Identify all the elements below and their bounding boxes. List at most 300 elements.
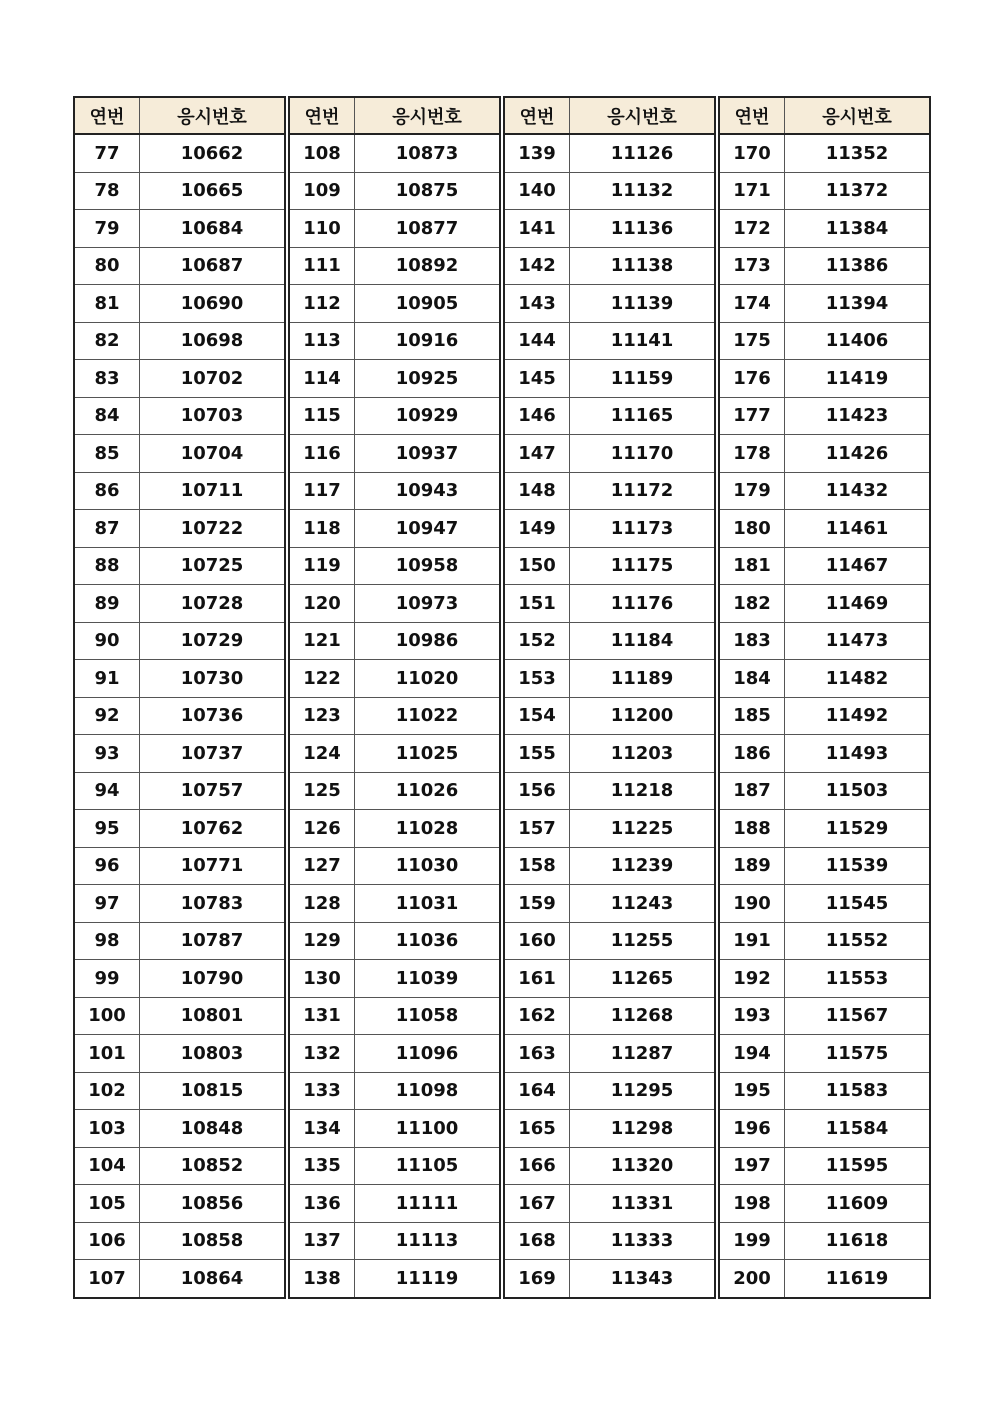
table-row — [74, 510, 285, 548]
exam-number-cell: 11113 — [355, 1222, 501, 1260]
table-row — [289, 622, 500, 660]
seq-number-cell: 98 — [74, 922, 140, 960]
seq-number-cell: 175 — [719, 322, 785, 360]
exam-number-cell: 11138 — [570, 247, 716, 285]
seq-number-cell: 188 — [719, 810, 785, 848]
exam-number-cell: 11175 — [570, 547, 716, 585]
exam-number-cell: 11141 — [570, 322, 716, 360]
table-header-row — [504, 97, 715, 134]
exam-number-cell: 10916 — [355, 322, 501, 360]
seq-number-cell: 95 — [74, 810, 140, 848]
table-row — [719, 210, 930, 248]
seq-number-cell: 135 — [289, 1147, 355, 1185]
table-header-row — [289, 97, 500, 134]
exam-number-cell: 10803 — [140, 1035, 286, 1073]
exam-number-cell: 10711 — [140, 472, 286, 510]
table-row — [289, 435, 500, 473]
seq-number-cell: 196 — [719, 1110, 785, 1148]
seq-column-header: 연번 — [289, 97, 355, 134]
table-row — [74, 1260, 285, 1298]
seq-number-cell: 167 — [504, 1185, 570, 1223]
seq-number-cell: 143 — [504, 285, 570, 323]
exam-number-cell: 11609 — [785, 1185, 931, 1223]
seq-number-cell: 118 — [289, 510, 355, 548]
seq-number-cell: 122 — [289, 660, 355, 698]
seq-number-cell: 191 — [719, 922, 785, 960]
table-row — [74, 847, 285, 885]
exam-number-cell: 10852 — [140, 1147, 286, 1185]
exam-number-cell: 11111 — [355, 1185, 501, 1223]
table-row — [289, 172, 500, 210]
exam-number-cell: 11384 — [785, 210, 931, 248]
seq-number-cell: 160 — [504, 922, 570, 960]
seq-number-cell: 199 — [719, 1222, 785, 1260]
seq-number-cell: 165 — [504, 1110, 570, 1148]
table-row — [289, 847, 500, 885]
seq-number-cell: 91 — [74, 660, 140, 698]
exam-number-cell: 11493 — [785, 735, 931, 773]
table-row — [289, 697, 500, 735]
seq-number-cell: 159 — [504, 885, 570, 923]
exam-number-cell: 10762 — [140, 810, 286, 848]
table-row — [719, 772, 930, 810]
seq-number-cell: 99 — [74, 960, 140, 998]
exam-number-cell: 11239 — [570, 847, 716, 885]
seq-number-cell: 190 — [719, 885, 785, 923]
seq-number-cell: 126 — [289, 810, 355, 848]
table-row — [719, 1072, 930, 1110]
exam-number-cell: 10947 — [355, 510, 501, 548]
exam-number-cell: 10815 — [140, 1072, 286, 1110]
exam-number-cell: 11595 — [785, 1147, 931, 1185]
table-row — [719, 1260, 930, 1298]
seq-number-cell: 130 — [289, 960, 355, 998]
seq-number-cell: 184 — [719, 660, 785, 698]
exam-number-cell: 11295 — [570, 1072, 716, 1110]
exam-number-cell: 11298 — [570, 1110, 716, 1148]
table-row — [719, 322, 930, 360]
seq-number-cell: 114 — [289, 360, 355, 398]
table-row — [719, 585, 930, 623]
exam-number-cell: 11020 — [355, 660, 501, 698]
seq-number-cell: 182 — [719, 585, 785, 623]
exam-number-cell: 11139 — [570, 285, 716, 323]
exam-number-cell: 11552 — [785, 922, 931, 960]
table-row — [74, 172, 285, 210]
seq-number-cell: 105 — [74, 1185, 140, 1223]
table-row — [719, 472, 930, 510]
exam-number-cell: 10690 — [140, 285, 286, 323]
seq-number-cell: 174 — [719, 285, 785, 323]
table-row — [504, 885, 715, 923]
exam-number-cell: 11467 — [785, 547, 931, 585]
exam-number-cell: 10665 — [140, 172, 286, 210]
exam-number-cell: 11159 — [570, 360, 716, 398]
seq-number-cell: 176 — [719, 360, 785, 398]
table-row — [289, 997, 500, 1035]
table-row — [719, 1147, 930, 1185]
table-row — [719, 547, 930, 585]
table-row — [74, 134, 285, 172]
seq-number-cell: 119 — [289, 547, 355, 585]
table-row — [74, 397, 285, 435]
table-row — [504, 847, 715, 885]
seq-number-cell: 179 — [719, 472, 785, 510]
exam-number-cell: 10858 — [140, 1222, 286, 1260]
table-row — [719, 1222, 930, 1260]
table-row — [74, 547, 285, 585]
table-row — [719, 885, 930, 923]
exam-number-cell: 10937 — [355, 435, 501, 473]
table-row — [74, 660, 285, 698]
exam-number-cell: 11028 — [355, 810, 501, 848]
exam-number-cell: 11036 — [355, 922, 501, 960]
table-header-row — [74, 97, 285, 134]
exam-number-cell: 11320 — [570, 1147, 716, 1185]
exam-number-cell: 11553 — [785, 960, 931, 998]
table-row — [289, 922, 500, 960]
table-row — [504, 697, 715, 735]
table-row — [504, 134, 715, 172]
table-row — [74, 472, 285, 510]
table-row — [719, 172, 930, 210]
table-row — [74, 322, 285, 360]
table-row — [504, 997, 715, 1035]
seq-number-cell: 104 — [74, 1147, 140, 1185]
exam-number-cell: 10925 — [355, 360, 501, 398]
seq-number-cell: 145 — [504, 360, 570, 398]
table-row — [504, 1035, 715, 1073]
table-row — [289, 660, 500, 698]
table-row — [289, 1110, 500, 1148]
table-row — [504, 435, 715, 473]
seq-number-cell: 150 — [504, 547, 570, 585]
table-row — [74, 1185, 285, 1223]
seq-number-cell: 78 — [74, 172, 140, 210]
seq-number-cell: 107 — [74, 1260, 140, 1298]
table-row — [719, 622, 930, 660]
seq-number-cell: 121 — [289, 622, 355, 660]
exam-number-list — [73, 96, 931, 1299]
exam-number-cell: 11469 — [785, 585, 931, 623]
exam-number-cell: 10958 — [355, 547, 501, 585]
seq-number-cell: 113 — [289, 322, 355, 360]
seq-number-cell: 172 — [719, 210, 785, 248]
seq-number-cell: 103 — [74, 1110, 140, 1148]
seq-number-cell: 89 — [74, 585, 140, 623]
exam-number-cell: 10848 — [140, 1110, 286, 1148]
exam-number-cell: 10892 — [355, 247, 501, 285]
table-row — [289, 547, 500, 585]
exam-number-cell: 11172 — [570, 472, 716, 510]
seq-number-cell: 117 — [289, 472, 355, 510]
exam-number-cell: 10703 — [140, 397, 286, 435]
seq-number-cell: 152 — [504, 622, 570, 660]
seq-number-cell: 96 — [74, 847, 140, 885]
exam-number-cell: 11333 — [570, 1222, 716, 1260]
seq-number-cell: 134 — [289, 1110, 355, 1148]
seq-number-cell: 129 — [289, 922, 355, 960]
seq-number-cell: 131 — [289, 997, 355, 1035]
table-row — [719, 1185, 930, 1223]
table-row — [74, 435, 285, 473]
seq-number-cell: 128 — [289, 885, 355, 923]
seq-number-cell: 170 — [719, 134, 785, 172]
table-row — [504, 397, 715, 435]
seq-number-cell: 185 — [719, 697, 785, 735]
exam-number-cell: 11039 — [355, 960, 501, 998]
exam-number-cell: 11026 — [355, 772, 501, 810]
table-row — [289, 1072, 500, 1110]
exam-number-cell: 10864 — [140, 1260, 286, 1298]
exam-number-cell: 11176 — [570, 585, 716, 623]
table-row — [504, 585, 715, 623]
table-row — [74, 1222, 285, 1260]
exam-number-cell: 11583 — [785, 1072, 931, 1110]
table-row — [719, 697, 930, 735]
exam-number-cell: 11406 — [785, 322, 931, 360]
exam-number-cell: 10702 — [140, 360, 286, 398]
seq-number-cell: 111 — [289, 247, 355, 285]
exam-number-cell: 11126 — [570, 134, 716, 172]
exam-number-column-header: 응시번호 — [355, 97, 501, 134]
table-row — [289, 960, 500, 998]
table-row — [719, 810, 930, 848]
exam-number-cell: 11030 — [355, 847, 501, 885]
exam-number-cell: 10801 — [140, 997, 286, 1035]
seq-number-cell: 136 — [289, 1185, 355, 1223]
table-row — [719, 510, 930, 548]
table-row — [74, 360, 285, 398]
seq-number-cell: 139 — [504, 134, 570, 172]
seq-number-cell: 92 — [74, 697, 140, 735]
seq-number-cell: 82 — [74, 322, 140, 360]
seq-number-cell: 149 — [504, 510, 570, 548]
exam-number-cell: 11225 — [570, 810, 716, 848]
exam-number-cell: 10729 — [140, 622, 286, 660]
table-row — [74, 997, 285, 1035]
exam-number-cell: 10722 — [140, 510, 286, 548]
seq-number-cell: 180 — [719, 510, 785, 548]
exam-number-cell: 11503 — [785, 772, 931, 810]
exam-number-cell: 10684 — [140, 210, 286, 248]
seq-number-cell: 85 — [74, 435, 140, 473]
table-row — [504, 360, 715, 398]
table-row — [289, 1035, 500, 1073]
seq-number-cell: 157 — [504, 810, 570, 848]
exam-number-cell: 11218 — [570, 772, 716, 810]
seq-number-cell: 115 — [289, 397, 355, 435]
table-row — [719, 134, 930, 172]
seq-number-cell: 125 — [289, 772, 355, 810]
exam-number-cell: 10929 — [355, 397, 501, 435]
exam-number-cell: 11386 — [785, 247, 931, 285]
table-row — [289, 885, 500, 923]
exam-number-cell: 10730 — [140, 660, 286, 698]
exam-number-cell: 11200 — [570, 697, 716, 735]
table-row — [719, 247, 930, 285]
table-row — [289, 1222, 500, 1260]
table-row — [289, 1185, 500, 1223]
table-row — [289, 247, 500, 285]
seq-number-cell: 162 — [504, 997, 570, 1035]
seq-number-cell: 168 — [504, 1222, 570, 1260]
seq-number-cell: 194 — [719, 1035, 785, 1073]
seq-number-cell: 123 — [289, 697, 355, 735]
table-row — [74, 247, 285, 285]
table-row — [504, 322, 715, 360]
seq-number-cell: 156 — [504, 772, 570, 810]
exam-number-cell: 10790 — [140, 960, 286, 998]
seq-number-cell: 120 — [289, 585, 355, 623]
table-row — [289, 735, 500, 773]
table-row — [504, 810, 715, 848]
table-row — [719, 1035, 930, 1073]
exam-number-cell: 11492 — [785, 697, 931, 735]
table-row — [719, 285, 930, 323]
table-row — [719, 960, 930, 998]
table-row — [504, 210, 715, 248]
seq-number-cell: 155 — [504, 735, 570, 773]
table-row — [74, 922, 285, 960]
exam-table-block — [288, 96, 501, 1299]
exam-number-cell: 11184 — [570, 622, 716, 660]
exam-number-cell: 11343 — [570, 1260, 716, 1298]
exam-number-cell: 11419 — [785, 360, 931, 398]
table-row — [504, 1185, 715, 1223]
exam-number-cell: 11352 — [785, 134, 931, 172]
table-row — [504, 472, 715, 510]
seq-number-cell: 87 — [74, 510, 140, 548]
seq-number-cell: 140 — [504, 172, 570, 210]
exam-number-cell: 10662 — [140, 134, 286, 172]
exam-number-cell: 11243 — [570, 885, 716, 923]
seq-number-cell: 200 — [719, 1260, 785, 1298]
table-row — [504, 1072, 715, 1110]
exam-number-cell: 11096 — [355, 1035, 501, 1073]
seq-number-cell: 101 — [74, 1035, 140, 1073]
exam-number-cell: 11058 — [355, 997, 501, 1035]
exam-number-cell: 11461 — [785, 510, 931, 548]
exam-number-cell: 11136 — [570, 210, 716, 248]
table-row — [289, 810, 500, 848]
exam-number-column-header: 응시번호 — [140, 97, 286, 134]
seq-number-cell: 178 — [719, 435, 785, 473]
table-row — [504, 510, 715, 548]
seq-number-cell: 141 — [504, 210, 570, 248]
table-row — [289, 285, 500, 323]
exam-number-cell: 11575 — [785, 1035, 931, 1073]
seq-number-cell: 154 — [504, 697, 570, 735]
exam-number-cell: 11539 — [785, 847, 931, 885]
exam-number-cell: 11567 — [785, 997, 931, 1035]
seq-number-cell: 94 — [74, 772, 140, 810]
exam-number-cell: 10973 — [355, 585, 501, 623]
seq-number-cell: 197 — [719, 1147, 785, 1185]
seq-number-cell: 186 — [719, 735, 785, 773]
exam-table-block — [718, 96, 931, 1299]
table-row — [289, 210, 500, 248]
seq-number-cell: 151 — [504, 585, 570, 623]
table-row — [719, 1110, 930, 1148]
table-row — [504, 247, 715, 285]
table-row — [289, 360, 500, 398]
table-row — [289, 510, 500, 548]
exam-number-cell: 10873 — [355, 134, 501, 172]
seq-number-cell: 88 — [74, 547, 140, 585]
exam-number-cell: 11619 — [785, 1260, 931, 1298]
seq-number-cell: 132 — [289, 1035, 355, 1073]
table-row — [719, 847, 930, 885]
exam-number-cell: 11432 — [785, 472, 931, 510]
exam-number-cell: 11423 — [785, 397, 931, 435]
seq-number-cell: 147 — [504, 435, 570, 473]
table-row — [504, 622, 715, 660]
seq-number-cell: 116 — [289, 435, 355, 473]
seq-number-cell: 90 — [74, 622, 140, 660]
seq-number-cell: 148 — [504, 472, 570, 510]
table-row — [504, 772, 715, 810]
exam-number-cell: 11173 — [570, 510, 716, 548]
table-row — [504, 547, 715, 585]
seq-number-cell: 112 — [289, 285, 355, 323]
seq-number-cell: 127 — [289, 847, 355, 885]
exam-number-cell: 10856 — [140, 1185, 286, 1223]
table-row — [74, 285, 285, 323]
exam-number-cell: 11482 — [785, 660, 931, 698]
table-row — [719, 660, 930, 698]
seq-number-cell: 189 — [719, 847, 785, 885]
exam-number-cell: 11203 — [570, 735, 716, 773]
table-row — [74, 1035, 285, 1073]
seq-number-cell: 77 — [74, 134, 140, 172]
exam-number-cell: 10736 — [140, 697, 286, 735]
exam-number-cell: 11265 — [570, 960, 716, 998]
exam-number-cell: 11529 — [785, 810, 931, 848]
exam-number-cell: 10704 — [140, 435, 286, 473]
exam-number-cell: 10737 — [140, 735, 286, 773]
exam-number-cell: 11545 — [785, 885, 931, 923]
exam-number-cell: 11331 — [570, 1185, 716, 1223]
exam-number-cell: 11170 — [570, 435, 716, 473]
seq-number-cell: 93 — [74, 735, 140, 773]
exam-number-cell: 10771 — [140, 847, 286, 885]
exam-table-block — [503, 96, 716, 1299]
exam-number-cell: 11098 — [355, 1072, 501, 1110]
seq-number-cell: 80 — [74, 247, 140, 285]
seq-number-cell: 177 — [719, 397, 785, 435]
table-row — [289, 322, 500, 360]
table-row — [74, 735, 285, 773]
exam-number-cell: 11031 — [355, 885, 501, 923]
seq-number-cell: 138 — [289, 1260, 355, 1298]
seq-number-cell: 195 — [719, 1072, 785, 1110]
table-row — [719, 435, 930, 473]
exam-table-block — [73, 96, 286, 1299]
table-row — [504, 660, 715, 698]
table-row — [504, 1110, 715, 1148]
seq-column-header: 연번 — [74, 97, 140, 134]
exam-number-cell: 11584 — [785, 1110, 931, 1148]
seq-number-cell: 106 — [74, 1222, 140, 1260]
table-row — [289, 585, 500, 623]
table-row — [504, 1260, 715, 1298]
table-row — [719, 735, 930, 773]
exam-number-cell: 11022 — [355, 697, 501, 735]
table-row — [74, 810, 285, 848]
table-row — [504, 735, 715, 773]
table-row — [289, 397, 500, 435]
